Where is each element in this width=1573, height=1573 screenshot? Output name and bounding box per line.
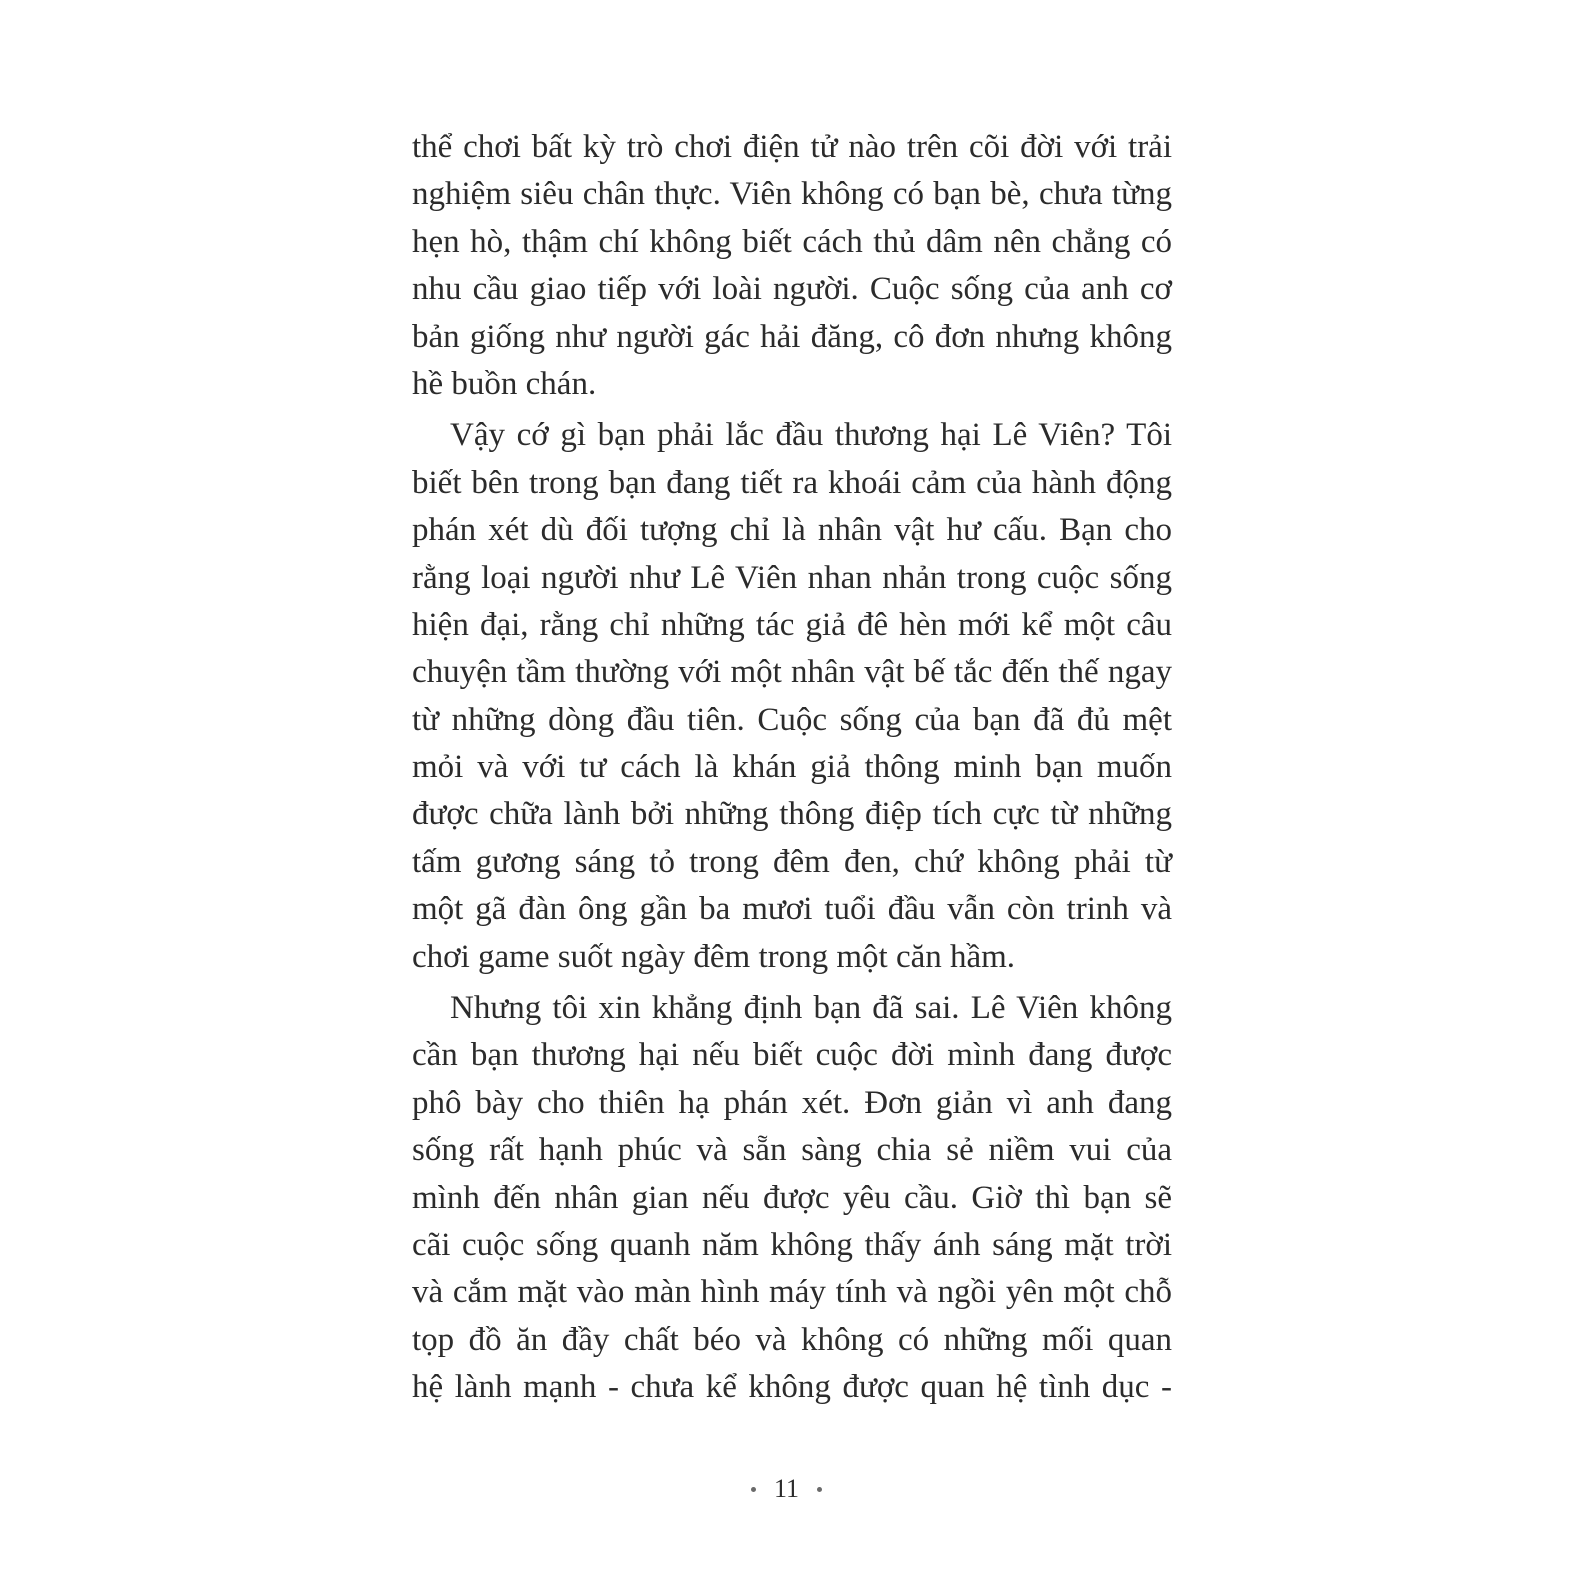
text-line: chuyện tầm thường với một nhân vật bế tắc đến thế ngay [412, 654, 1172, 691]
text-line: Vậy cớ gì bạn phải lắc đầu thương hại Lê Viên? Tôi [450, 417, 1172, 454]
text-line: cần bạn thương hại nếu biết cuộc đời mình đang được [412, 1037, 1172, 1074]
text-line: mình đến nhân gian nếu được yêu cầu. Giờ thì bạn sẽ [412, 1179, 1172, 1216]
text-line: rằng loại người như Lê Viên nhan nhản trong cuộc sống [412, 559, 1172, 596]
body-text [412, 124, 1172, 1416]
text-line: phán xét dù đối tượng chỉ là nhân vật hư cấu. Bạn cho [412, 512, 1172, 549]
text-line: hề buồn chán. [412, 365, 597, 402]
text-line: sống rất hạnh phúc và sẵn sàng chia sẻ niềm vui của [412, 1132, 1172, 1169]
text-line: phô bày cho thiên hạ phán xét. Đơn giản vì anh đang [412, 1084, 1172, 1121]
text-line: bản giống như người gác hải đăng, cô đơn nhưng không [412, 318, 1172, 355]
page-footer [0, 1474, 1573, 1504]
text-line: từ những dòng đầu tiên. Cuộc sống của bạn đã đủ mệt [412, 701, 1172, 738]
text-line: nghiệm siêu chân thực. Viên không có bạn bè, chưa từng [412, 176, 1172, 213]
text-line: hẹn hò, thậm chí không biết cách thủ dâm nên chẳng có [412, 223, 1172, 260]
text-line: được chữa lành bởi những thông điệp tích cực từ những [412, 796, 1172, 833]
page-number: 11 [773, 1474, 800, 1503]
text-line: nhu cầu giao tiếp với loài người. Cuộc sống của anh cơ [412, 271, 1172, 308]
text-line: mỏi và với tư cách là khán giả thông minh bạn muốn [412, 749, 1172, 786]
text-line: hiện đại, rằng chỉ những tác giả đê hèn mới kể một câu [412, 606, 1172, 643]
text-line: chơi game suốt ngày đêm trong một căn hầm. [412, 938, 1016, 975]
text-line: tọp đồ ăn đầy chất béo và không có những mối quan [412, 1321, 1172, 1358]
bullet-dot-left-icon [751, 1487, 756, 1492]
text-line: thể chơi bất kỳ trò chơi điện tử nào trên cõi đời với trải [412, 129, 1172, 165]
text-line: biết bên trong bạn đang tiết ra khoái cảm của hành động [412, 464, 1172, 501]
text-line: một gã đàn ông gần ba mươi tuổi đầu vẫn còn trinh và [412, 891, 1172, 928]
text-line: và cắm mặt vào màn hình máy tính và ngồi yên một chỗ [412, 1274, 1172, 1311]
paragraph-3 [412, 985, 1172, 1412]
paragraph-2 [412, 412, 1172, 981]
paragraph-1 [412, 124, 1172, 408]
text-line: tấm gương sáng tỏ trong đêm đen, chứ không phải từ [412, 843, 1172, 880]
text-line: Nhưng tôi xin khẳng định bạn đã sai. Lê Viên không [450, 990, 1172, 1027]
bullet-dot-right-icon [817, 1487, 822, 1492]
text-line: cãi cuộc sống quanh năm không thấy ánh sáng mặt trời [412, 1226, 1172, 1263]
text-line: hệ lành mạnh - chưa kể không được quan hệ tình dục - [412, 1369, 1172, 1406]
